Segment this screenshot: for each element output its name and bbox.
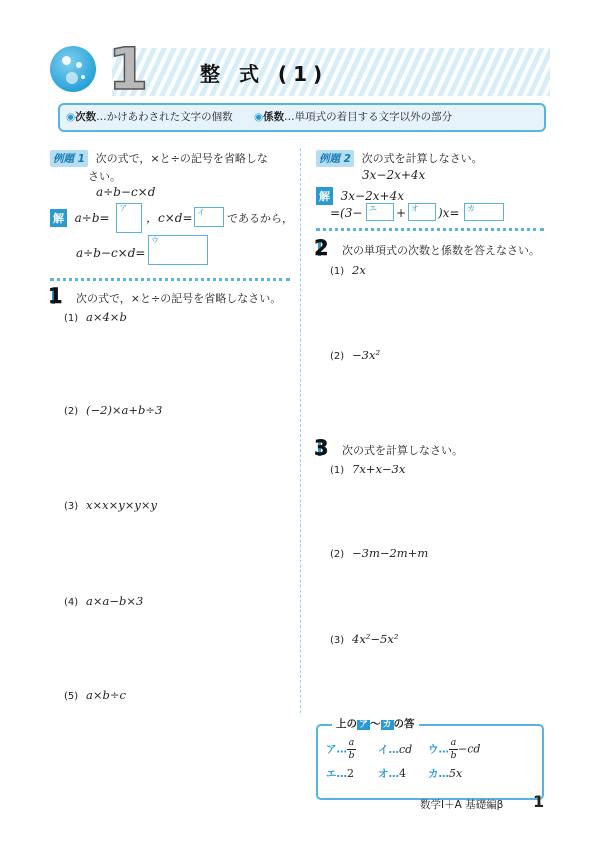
example2-prompt: 例題 2 次の式を計算しなさい。 (316, 150, 483, 167)
solution-tag: 解 (316, 187, 333, 205)
example1-solution-line2: a÷b−c×d= (76, 246, 146, 260)
q1-item-4: (4) a×a−b×3 (64, 594, 144, 608)
question2-prompt: 次の単項式の次数と係数を答えなさい。 (342, 244, 540, 257)
example2-solution-line1: 解 3x−2x+4x (316, 187, 404, 205)
example1-tag: 例題 1 (50, 150, 88, 167)
question2-number: 2 (314, 236, 329, 260)
q3-item-2: (2) −3m−2m+m (330, 546, 429, 560)
example2-tag: 例題 2 (316, 150, 354, 167)
header-band (112, 48, 550, 96)
q3-item-1: (1) 7x+x−3x (330, 462, 406, 476)
footer-book-title: 数学Ⅰ＋A 基礎編β (420, 799, 504, 811)
solution-tag: 解 (50, 209, 67, 227)
answer-box-u[interactable]: ウ (148, 235, 208, 265)
answers-title: 上の ア ～ カ の答 (332, 716, 419, 731)
question1-number: 1 (48, 284, 63, 308)
q2-item-2: (2) −3x² (330, 348, 381, 362)
question3-prompt: 次の式を計算しなさい。 (342, 444, 463, 457)
example2-result: )x= (438, 206, 460, 220)
example1-expression: a÷b−c×d (96, 185, 156, 199)
answer-i: イ…cd (378, 743, 413, 756)
bubble-badge-icon (50, 46, 96, 92)
page-title: 整 式 (1) (200, 62, 329, 86)
answer-e: エ…2 (326, 767, 354, 780)
q1-item-3: (3) x×x×y×y×y (64, 498, 158, 512)
column-divider (300, 148, 301, 713)
bullet-icon: ◉ (66, 111, 76, 123)
answers-box (316, 724, 544, 800)
answer-a: ア… $\frac{a}{b}$ (326, 737, 355, 761)
q1-item-1: (1) a×4×b (64, 310, 127, 324)
bullet-icon: ◉ (254, 111, 264, 123)
q1-item-2: (2) (−2)×a+b÷3 (64, 403, 163, 417)
answer-o: オ…4 (378, 767, 406, 780)
divider (50, 278, 290, 281)
answer-box-o[interactable]: オ (408, 203, 436, 221)
answer-box-e[interactable]: エ (366, 203, 394, 221)
answer-u: ウ… $\frac{a}{b}$ −cd (428, 737, 481, 761)
question3-number: 3 (314, 436, 329, 460)
q2-item-1: (1) 2x (330, 263, 366, 277)
definition-degree: ◉次数…かけあわされた文字の個数 (66, 111, 233, 123)
answer-box-ka[interactable]: カ (464, 203, 504, 221)
divider (316, 228, 544, 231)
example1-solution-line1: 解 a÷b= (50, 209, 110, 227)
section-number: 1 (108, 35, 149, 103)
answer-box-a[interactable]: ア (116, 203, 142, 233)
example1-cd: ，c×d= (146, 211, 193, 225)
question1-prompt: 次の式で，×と÷の記号を省略しなさい。 (76, 292, 282, 305)
q3-item-3: (3) 4x²−5x² (330, 632, 399, 646)
example2-solution-line2: =(3− (330, 206, 363, 220)
q1-item-5: (5) a×b÷c (64, 688, 126, 702)
example1-therefore: であるから， (227, 212, 293, 225)
example1-prompt-cont: さい。 (88, 170, 121, 183)
definition-coefficient: ◉係数…単項式の着目する文字以外の部分 (254, 111, 453, 123)
example2-expression: 3x−2x+4x (362, 168, 426, 182)
answer-box-i[interactable]: イ (194, 207, 224, 227)
example1-prompt: 例題 1 次の式で，×と÷の記号を省略しな (50, 150, 268, 167)
example2-plus: + (396, 206, 407, 220)
page-number: 1 (533, 792, 545, 811)
answer-ka: カ…5x (428, 767, 463, 780)
